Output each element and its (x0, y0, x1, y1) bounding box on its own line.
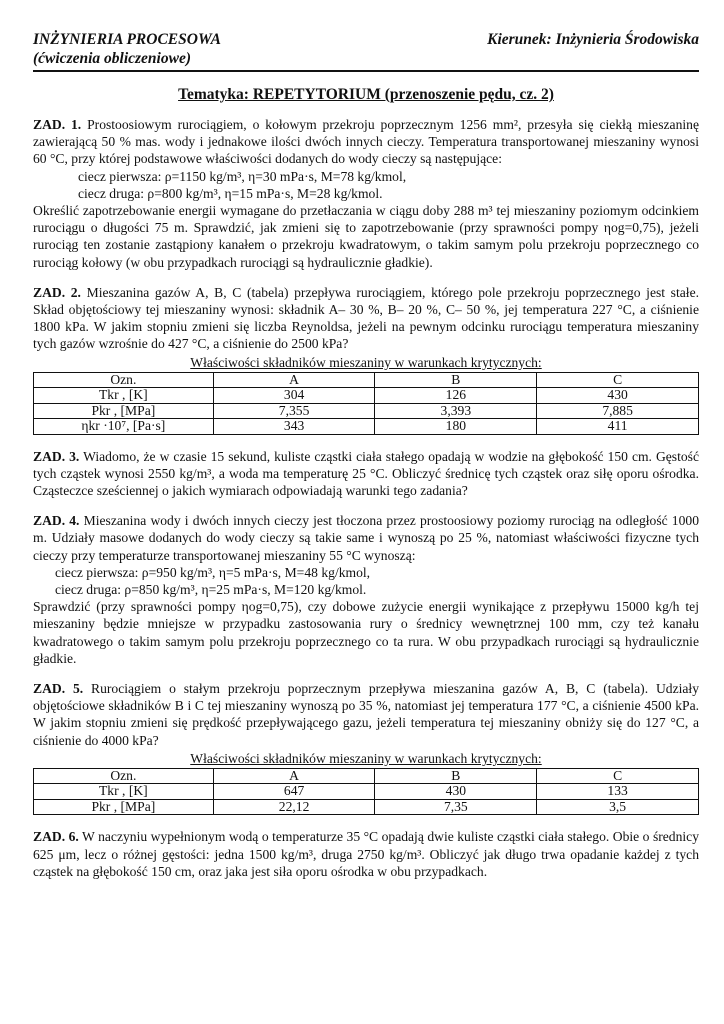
task-1-liquid-1: ciecz pierwsza: ρ=1150 kg/m³, η=30 mPa·s, M=78 kg/kmol, (78, 168, 407, 184)
header (33, 30, 699, 49)
task-label: ZAD. 4. (33, 513, 80, 529)
header-subtitle: (ćwiczenia obliczeniowe) (33, 49, 699, 72)
caption-text: Właściwości składników mieszaniny w warunkach krytycznych: (190, 354, 542, 370)
table-cell: ηkr ·10⁷, [Pa·s] (34, 419, 214, 435)
table-cell: 647 (213, 784, 375, 800)
task-text: Rurociągiem o stałym przekroju poprzecznym przepływa mieszanina gazów A, B, C (tabela). Udziały objętościowe składników B i C tej mieszaniny wynoszą po 35 %, natomiast jej temperatura 177 °C, a ciśnienie 4500 kPa. W jakim stopniu zmieni się prędkość przepływającego gazu, jeżeli temperatura tej mieszaniny obniży się do 127 °C, a ciśnienie do 4000 kPa? (33, 681, 699, 748)
table-cell: C (537, 768, 699, 784)
table-cell: 22,12 (213, 799, 375, 815)
topic-title (33, 86, 699, 104)
table-cell: 411 (537, 419, 699, 435)
document-page (33, 30, 699, 893)
table-caption (33, 355, 699, 371)
table-row (34, 388, 699, 404)
table-cell: B (375, 768, 537, 784)
table-header-row (34, 768, 699, 784)
task-4-question: Sprawdzić (przy sprawności pompy ηog=0,75), czy dobowe zużycie energii wynikające z przepływu 15000 kg/h tej mieszaniny będzie mniejsze w przypadku zastosowania rury o średnicy wewnętrznej 100 mm, czy też kanału kwadratowego o takim samym polu przekroju poprzecznego co ta rura. W obu przypadkach rurociągi są hydraulicznie gładkie. (33, 599, 699, 666)
task-text: W naczyniu wypełnionym wodą o temperaturze 35 °C opadają dwie kuliste cząstki ciała stałego. Obie o średnicy 625 μm, lecz o różnej gęstości: jedna 1500 kg/m³, druga 2750 kg/m³. Obliczyć jak długo trwa opadanie każdej z tych cząstek na głębokość 150 cm, oraz jaka jest siła oporu ośrodka w obu przypadkach. (33, 829, 699, 879)
critical-properties-table-1 (33, 372, 699, 435)
table-caption (33, 751, 699, 767)
table-cell: 133 (537, 784, 699, 800)
program-title: Kierunek: Inżynieria Środowiska (487, 31, 699, 48)
table-cell: A (213, 768, 375, 784)
table-cell: Pkr , [MPa] (34, 799, 214, 815)
table-cell: 3,393 (375, 403, 537, 419)
task-1-question: Określić zapotrzebowanie energii wymagane do przetłaczania w ciągu doby 288 m³ tej mieszaniny poziomym odcinkiem rurociągu o długości 75 m. Sprawdzić, jak zmieni się to zapotrzebowanie (przy sprawności pompy ηog=0,75), jeżeli rurociąg ten zostanie zastąpiony kanałem o przekroju kwadratowym, o takim samym polu przekroju poprzecznego co rurociąg kołowy (w obu przypadkach rurociągi są hydraulicznie gładkie). (33, 203, 699, 270)
task-label: ZAD. 6. (33, 829, 79, 845)
task-2 (33, 284, 699, 435)
task-5 (33, 680, 699, 815)
table-header-row (34, 372, 699, 388)
task-2-intro (33, 284, 699, 353)
table-cell: B (375, 372, 537, 388)
task-4-liquid-1: ciecz pierwsza: ρ=950 kg/m³, η=5 mPa·s, M=48 kg/kmol, (55, 564, 371, 580)
table-cell: A (213, 372, 375, 388)
task-label: ZAD. 1. (33, 117, 82, 132)
task-label: ZAD. 2. (33, 284, 81, 300)
task-6-text (33, 828, 699, 880)
topic-text: Tematyka: REPETYTORIUM (przenoszenie pędu, cz. 2) (178, 86, 554, 103)
table-cell: Tkr , [K] (34, 784, 214, 800)
task-1-liquid-2: ciecz druga: ρ=800 kg/m³, η=15 mPa·s, M=28 kg/kmol. (78, 185, 383, 201)
table-cell: 7,355 (213, 403, 375, 419)
task-5-intro (33, 680, 699, 749)
table-cell: 7,885 (537, 403, 699, 419)
task-text: Mieszanina gazów A, B, C (tabela) przepływa rurociągiem, którego pole przekroju poprzecznego jest stałe. Skład objętościowy tej mieszaniny wynosi: składnik A– 30 %, B– 20 %, C– 50 %, jej temperatura 227 °C, a ciśnienie 1800 kPa. W jakim stopniu zmieni się liczba Reynoldsa, jeżeli na pewnym odcinku rurociągu temperatura mieszaniny tych gazów wzrośnie do 427 °C, a ciśnienie do 2500 kPa? (33, 284, 699, 352)
task-text: Wiadomo, że w czasie 15 sekund, kuliste cząstki ciała stałego opadają w wodzie na głębokość 150 cm. Gęstość tych cząstek wynosi 2550 kg/m³, a woda ma temperaturę 25 °C. Obliczyć średnicę tych cząstek oraz siłę oporu ośrodka. Cząsteczce sześciennej o jakich wymiarach odpowiadają warunki tego zadania? (33, 448, 699, 499)
task-6 (33, 828, 699, 880)
table-cell: 7,35 (375, 799, 537, 815)
table-row (34, 419, 699, 435)
table-cell: Tkr , [K] (34, 388, 214, 404)
task-text: Mieszanina wody i dwóch innych cieczy jest tłoczona przez prostoosiowy poziomy rurociąg na odległość 1000 m. Udziały masowe dodanych do wody cieczy są takie same i wynoszą po 25 %, natomiast właściwości fizyczne tych cieczy przy temperaturze transportowanej mieszaniny 55 °C wynoszą: (33, 513, 699, 563)
table-cell: 126 (375, 388, 537, 404)
task-4 (33, 512, 699, 667)
task-3-text (33, 448, 699, 500)
table-cell: 180 (375, 419, 537, 435)
table-cell: Ozn. (34, 372, 214, 388)
table-row (34, 784, 699, 800)
task-4-liquid-2: ciecz druga: ρ=850 kg/m³, η=25 mPa·s, M=120 kg/kmol. (55, 582, 367, 598)
critical-properties-table-2 (33, 768, 699, 816)
task-1 (33, 116, 699, 271)
table-cell: 304 (213, 388, 375, 404)
table-cell: Ozn. (34, 768, 214, 784)
table-cell: 343 (213, 419, 375, 435)
table-row (34, 799, 699, 815)
task-label: ZAD. 5. (33, 681, 84, 697)
task-4-intro (33, 512, 699, 564)
task-1-intro (33, 116, 699, 168)
table-cell: Pkr , [MPa] (34, 403, 214, 419)
table-cell: 430 (537, 388, 699, 404)
task-3 (33, 448, 699, 500)
caption-text: Właściwości składników mieszaniny w warunkach krytycznych: (190, 750, 542, 766)
table-cell: 3,5 (537, 799, 699, 815)
table-cell: C (537, 372, 699, 388)
task-label: ZAD. 3. (33, 448, 80, 464)
task-text: Prostoosiowym rurociągiem, o kołowym przekroju poprzecznym 1256 mm², przesyła się ciekłą mieszaninę zawierającą 50 % mas. wody i jednakowe ilości dwóch innych cieczy. Temperatura transportowanej mieszaniny wynosi 60 °C, przy której podstawowe właściwości dodanych do wody cieczy są następujące: (33, 117, 699, 167)
table-row (34, 403, 699, 419)
table-cell: 430 (375, 784, 537, 800)
course-title: INŻYNIERIA PROCESOWA (33, 31, 221, 48)
